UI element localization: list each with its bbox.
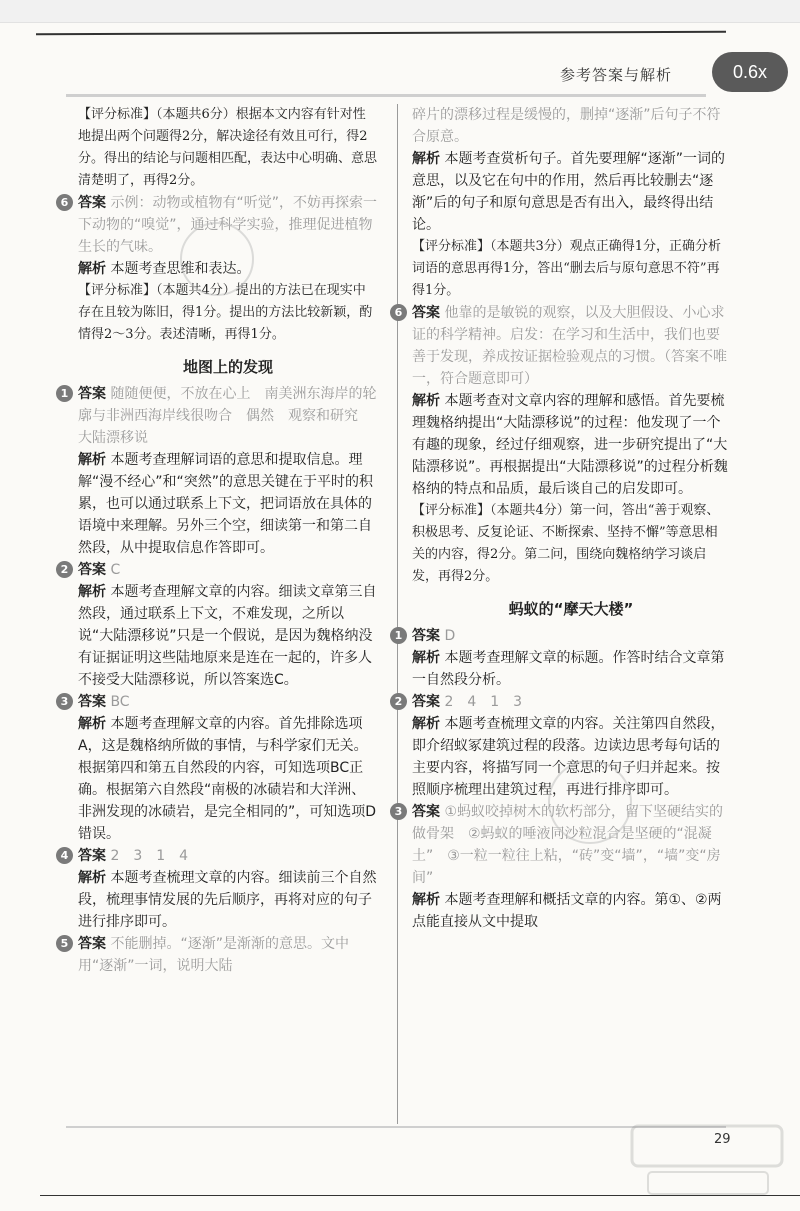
question-number: 2 [390,693,407,710]
question-number: 3 [390,803,407,820]
question-6 [394,302,730,588]
answer-label: 答案 [78,936,106,952]
answer-continuation: 碎片的漂移过程是缓慢的，删掉“逐渐”后句子不符合原意。 [412,107,721,145]
answer-text: BC [110,694,130,710]
answer-text: 不能删掉。“逐渐”是渐渐的意思。文中用“逐渐”一词，说明大陆 [78,936,349,974]
question-2 [60,559,378,691]
question-number: 6 [56,194,73,211]
answer-label: 答案 [78,195,106,211]
analysis-text: 本题考查思维和表达。 [110,261,251,277]
page-bottom-edge [40,1195,800,1196]
scoring-standard: 【评分标准】（本题共3分）观点正确得1分，正确分析词语的意思再得1分，答出“删去后与原句意思不符”再得1分。 [412,239,722,298]
analysis-text: 本题考查理解文章的内容。细读文章第三自然段，通过联系上下文，不难发现，之所以说“大陆漂移说”只是一个假说，是因为魏格纳没有证据证明这些陆地原来是连在一起的，许多人不接受大陆漂移说，所以答案选C。 [78,584,377,688]
answer-label: 答案 [412,694,440,710]
question-1 [394,625,730,691]
footer-rule [66,1126,726,1128]
analysis-text: 本题考查理解和概括文章的内容。第①、②两点能直接从文中提取 [412,892,722,930]
answer-text: D [444,628,456,644]
question-number: 2 [56,561,73,578]
header-title: 参考答案与解析 [560,66,673,84]
analysis-text: 本题考查梳理文章的内容。关注第四自然段，即介绍蚁冢建筑过程的段落。边读边思考每句话的主要内容，将描写同一个意思的句子归并起来。按照顺序梳理出建筑过程，再进行排序即可。 [412,716,725,798]
question-number: 6 [390,304,407,321]
stamp-mark [180,222,254,296]
section-title: 蚂蚁的“摩天大楼” [508,600,634,618]
scoring-standard: 【评分标准】（本题共4分）第一问，答出“善于观察、积极思考、反复论证、不断探索、坚持不懈”等意思相关的内容，得2分。第二问，围绕向魏格纳学习谈启发，再得2分。 [412,503,720,584]
analysis-label: 解析 [78,584,106,600]
analysis-label: 解析 [78,870,106,886]
analysis-label: 解析 [412,716,440,732]
analysis-text: 本题考查理解词语的意思和提取信息。理解“漫不经心”和“突然”的意思关键在于平时的积累，也可以通过联系上下文，把词语放在具体的语境中来理解。另外三个空，细读第一和第二自然段，从中提取信息作答即可。 [78,452,374,556]
question-4 [60,845,378,933]
analysis-text: 本题考查对文章内容的理解和感悟。首先要梳理魏格纳提出“大陆漂移说”的过程：他发现了一个有趣的现象，经过仔细观察，进一步研究提出了“大陆漂移说”。再根据提出“大陆漂移说”的过程分析魏格纳的特点和品质，最后谈自己的启发即可。 [412,393,728,497]
answer-text: 他靠的是敏锐的观察，以及大胆假设、小心求证的科学精神。启发：在学习和生活中，我们也要善于发现，养成按证据检验观点的习惯。（答案不唯一，符合题意即可） [412,305,727,387]
analysis-label: 解析 [412,650,440,666]
answer-text: 2 4 1 3 [444,694,523,710]
question-5 [60,933,378,977]
answer-label: 答案 [78,848,106,864]
scoring-standard: 【评分标准】（本题共4分）提出的方法已在现实中存在且较为陈旧，得1分。提出的方法比较新颖，酌情得2～3分。表述清晰，再得1分。 [78,283,373,342]
section-title: 地图上的发现 [182,358,273,376]
page-number: 29 [714,1132,731,1147]
playback-speed-badge[interactable]: 0.6x [712,52,788,92]
answer-text: 示例：动物或植物有“听觉”，不妨再探索一下动物的“嗅觉”，通过科学实验，推理促进植物生长的气味。 [78,195,377,255]
answer-text: 2 3 1 4 [110,848,189,864]
watermark-logo [628,1120,788,1200]
answer-label: 答案 [412,804,440,820]
answer-text: C [110,562,121,578]
header-rule [66,94,706,97]
scoring-standard: 【评分标准】（本题共6分）根据本文内容有针对性地提出两个问题得2分，解决途径有效且可行，得2分。得出的结论与问题相匹配，表达中心明确、意思清楚明了，再得2分。 [78,107,378,188]
analysis-label: 解析 [78,716,106,732]
analysis-label: 解析 [412,393,440,409]
analysis-text: 本题考查梳理文章的内容。细读前三个自然段，梳理事情发展的先后顺序，再将对应的句子进行排序即可。 [78,870,377,930]
analysis-label: 解析 [412,892,440,908]
answer-label: 答案 [412,305,440,321]
analysis-label: 解析 [412,151,440,167]
question-number: 1 [56,385,73,402]
analysis-text: 本题考查理解文章的内容。首先排除选项A，这是魏格纳所做的事情，与科学家们无关。根据第四和第五自然段的内容，可知选项BC正确。根据第六自然段“南极的冰碛岩和大洋洲、非洲发现的冰碛岩，是完全相同的”，可知选项D错误。 [78,716,377,842]
analysis-label: 解析 [78,452,106,468]
column-divider [397,104,398,1124]
answer-text: ①蚂蚁咬掉树木的软朽部分，留下坚硬结实的做骨架 ②蚂蚁的唾液同沙粒混合是坚硬的“混凝土” ③一粒一粒往上粘，“砖”变“墙”，“墙”变“房间” [412,804,724,886]
analysis-text: 本题考查赏析句子。首先要理解“逐渐”一词的意思，以及它在句中的作用，然后再比较删去“逐渐”后的句子和原句意思是否有出入，最终得出结论。 [412,151,725,233]
answer-label: 答案 [412,628,440,644]
answer-text: 随随便便，不放在心上 南美洲东海岸的轮廓与非洲西海岸线很吻合 偶然 观察和研究 大陆漂移说 [78,386,377,446]
answer-label: 答案 [78,386,106,402]
analysis-label: 解析 [78,261,106,277]
question-number: 1 [390,627,407,644]
question-number: 4 [56,847,73,864]
stamp-mark [548,760,632,844]
question-number: 5 [56,935,73,952]
page-edge-line [36,31,726,35]
question-number: 3 [56,693,73,710]
question-1 [60,383,378,559]
analysis-text: 本题考查理解文章的标题。作答时结合文章第一自然段分析。 [412,650,725,688]
answer-label: 答案 [78,562,106,578]
question-3 [60,691,378,845]
answer-label: 答案 [78,694,106,710]
top-bar [0,0,800,23]
